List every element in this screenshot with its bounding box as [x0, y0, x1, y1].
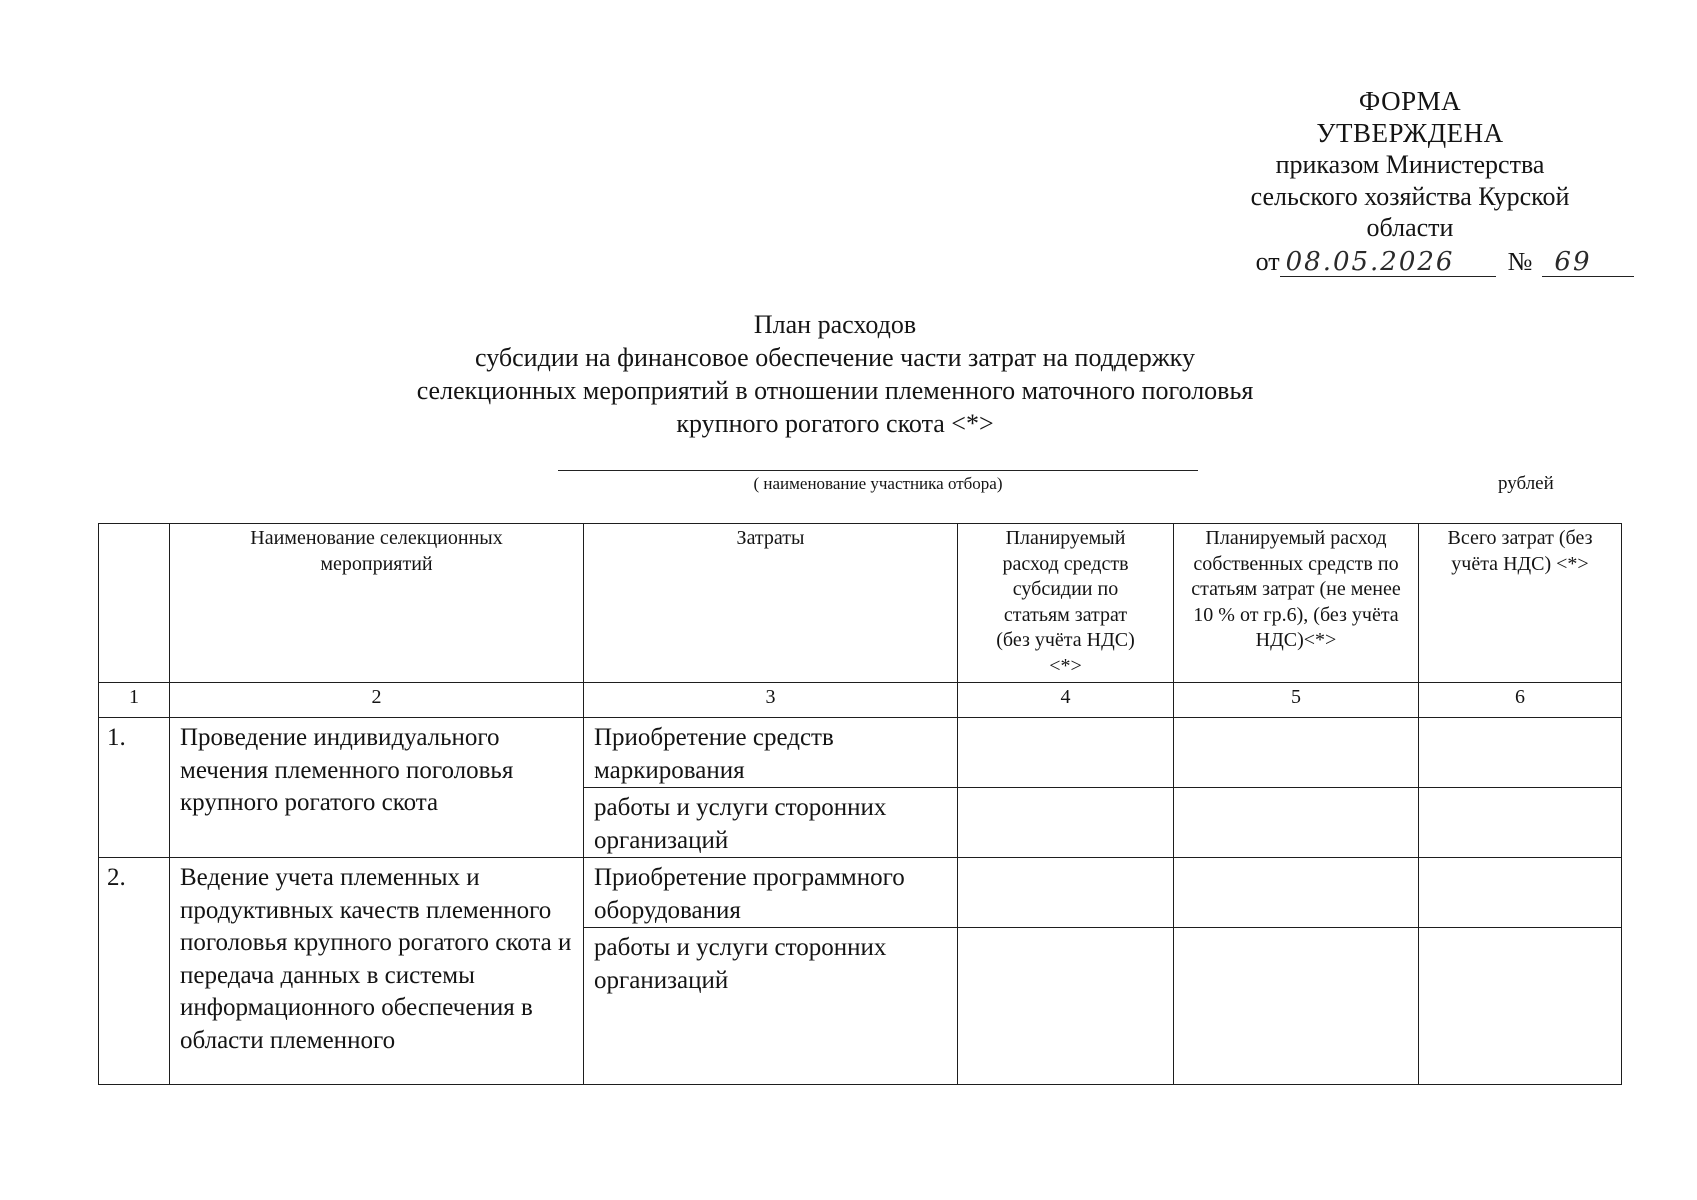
column-number: 1	[99, 683, 170, 718]
cost-item: Приобретение программного оборудования	[584, 858, 958, 928]
header-col-3: Затраты	[584, 524, 958, 683]
header-col-4: Планируемый расход средств субсидии по статьям затрат (без учёта НДС)<*>	[958, 524, 1174, 683]
table-row	[99, 718, 1622, 788]
total-amount-cell[interactable]	[1419, 788, 1622, 858]
title-line-3: селекционных мероприятий в отношении племенного маточного поголовья	[416, 376, 1254, 405]
currency-units: рублей	[1498, 473, 1554, 494]
own-funds-amount-cell[interactable]	[1174, 718, 1419, 788]
total-amount-cell[interactable]	[1419, 928, 1622, 1085]
title-line-4: крупного рогатого скота <*>	[676, 409, 994, 438]
order-date-number	[1250, 246, 1640, 278]
row-index: 1.	[99, 718, 170, 858]
approved-by-line-2: сельского хозяйства Курской	[1250, 181, 1570, 211]
activity-name: Проведение индивидуального мечения племенного поголовья крупного рогатого скота	[170, 718, 584, 858]
title-line-2: субсидии на финансовое обеспечение части затрат на поддержку	[475, 343, 1195, 372]
participant-name-line	[558, 470, 1198, 471]
document-title	[300, 308, 1370, 440]
column-number: 4	[958, 683, 1174, 718]
order-date: 08.05.2026	[1280, 248, 1496, 277]
form-label: ФОРМА	[1358, 86, 1462, 116]
header-col-5: Планируемый расход собственных средств по статьям затрат (не менее 10 % от гр.6), (без учёта НДС)<*>	[1174, 524, 1419, 683]
header-col-6: Всего затрат (без учёта НДС) <*>	[1419, 524, 1622, 683]
order-number: 69	[1542, 248, 1634, 277]
subsidy-amount-cell[interactable]	[958, 928, 1174, 1085]
column-number: 6	[1419, 683, 1622, 718]
title-line-1: План расходов	[753, 310, 917, 339]
own-funds-amount-cell[interactable]	[1174, 928, 1419, 1085]
approval-block	[1180, 86, 1640, 277]
subsidy-amount-cell[interactable]	[958, 788, 1174, 858]
own-funds-amount-cell[interactable]	[1174, 788, 1419, 858]
cost-item: работы и услуги сторонних организаций	[584, 928, 958, 1085]
approved-label: УТВЕРЖДЕНА	[1316, 117, 1504, 148]
total-amount-cell[interactable]	[1419, 858, 1622, 928]
column-number: 5	[1174, 683, 1419, 718]
participant-caption: ( наименование участника отбора)	[753, 474, 1003, 493]
number-label: №	[1507, 246, 1533, 276]
approved-by-line-1: приказом Министерства	[1275, 150, 1545, 179]
cost-item: работы и услуги сторонних организаций	[584, 788, 958, 858]
table-row	[99, 858, 1622, 928]
cost-item: Приобретение средств маркирования	[584, 718, 958, 788]
subsidy-amount-cell[interactable]	[958, 718, 1174, 788]
expense-plan-table	[98, 523, 1622, 1085]
column-number: 2	[170, 683, 584, 718]
column-number-row	[99, 683, 1622, 718]
activity-name: Ведение учета племенных и продуктивных качеств племенного поголовья крупного рогатого скота и передача данных в системы информационного обеспечения в области племенного	[170, 858, 584, 1085]
approved-by-line-3: области	[1366, 213, 1454, 242]
total-amount-cell[interactable]	[1419, 718, 1622, 788]
row-index: 2.	[99, 858, 170, 1085]
table-header-row	[99, 524, 1622, 683]
own-funds-amount-cell[interactable]	[1174, 858, 1419, 928]
from-label: от	[1255, 246, 1280, 276]
header-col-2: Наименование селекционных мероприятий	[170, 524, 584, 683]
header-col-1	[99, 524, 170, 683]
subsidy-amount-cell[interactable]	[958, 858, 1174, 928]
column-number: 3	[584, 683, 958, 718]
